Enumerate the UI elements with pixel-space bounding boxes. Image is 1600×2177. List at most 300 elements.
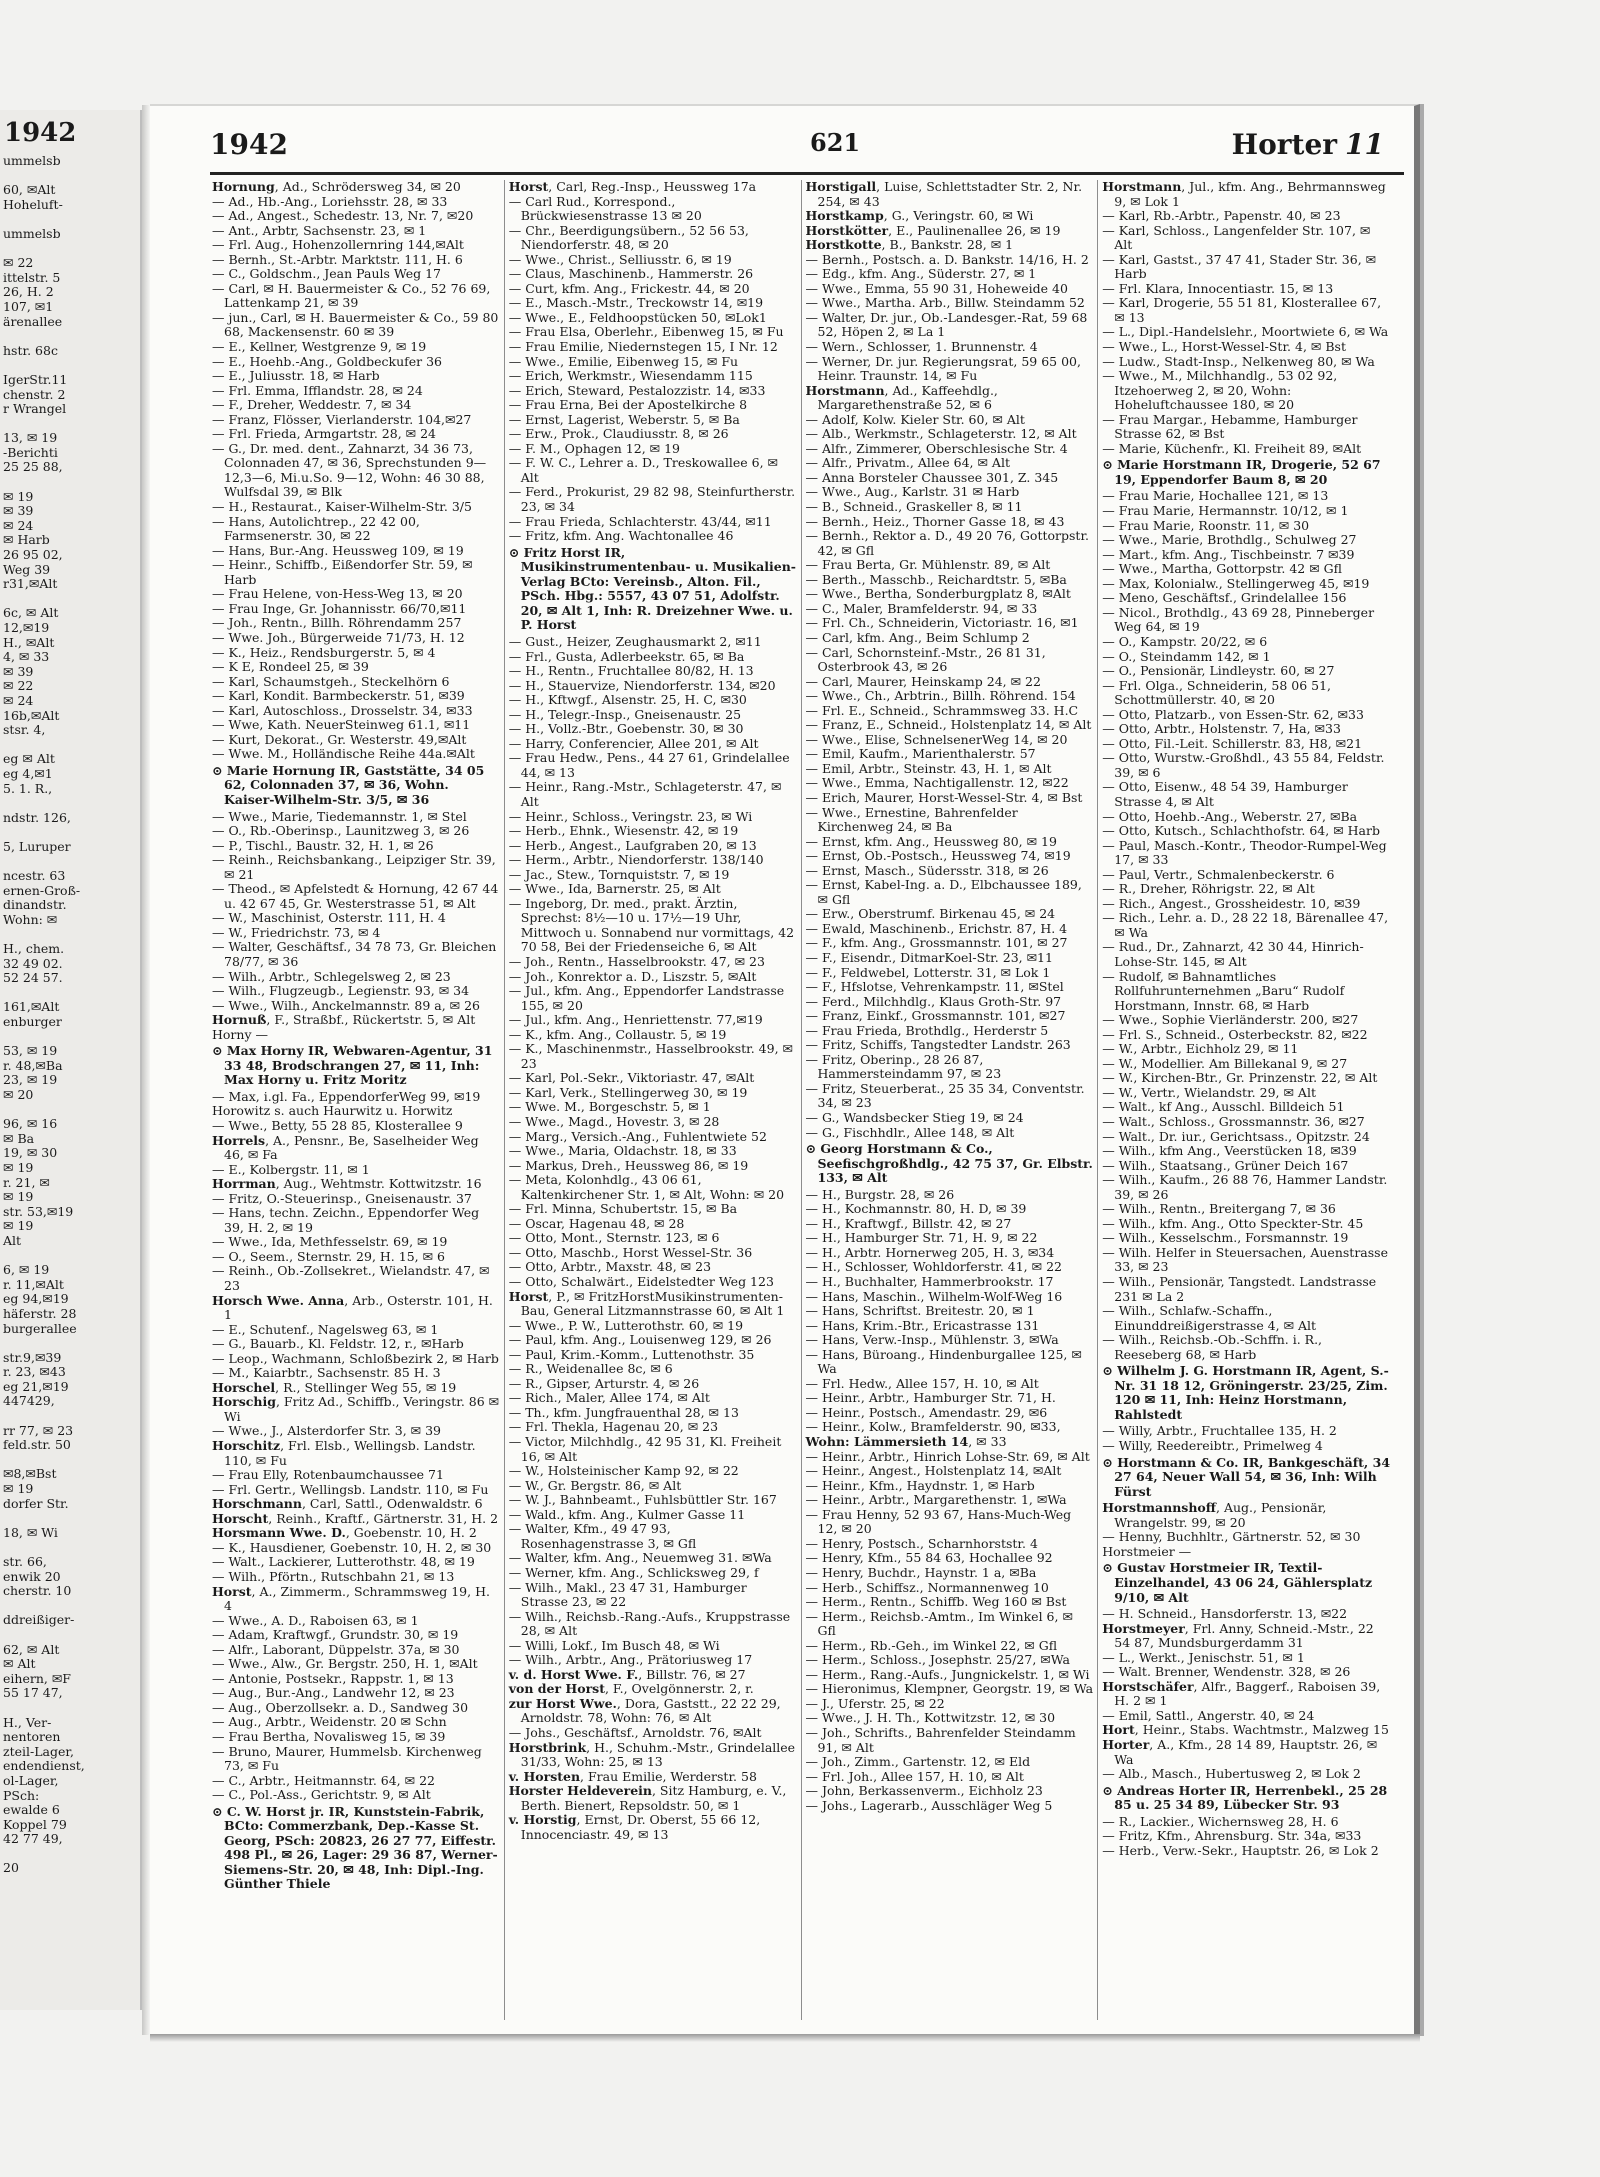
directory-entry: Wohn: Lämmersieth 14, ✉ 33	[805, 1434, 1007, 1450]
directory-entry: — P., Tischl., Baustr. 32, H. 1, ✉ 26	[212, 837, 434, 853]
previous-page-line: ernen-Groß-	[3, 882, 81, 898]
directory-entry: — Johs., Lagerarb., Ausschläger Weg 5	[805, 1797, 1053, 1813]
directory-entry: Hort, Heinr., Stabs. Wachtmstr., Malzweg 15	[1102, 1722, 1389, 1738]
directory-entry: Horschig, Fritz Ad., Schiffb., Veringstr. 86 ✉ Wi	[212, 1394, 500, 1424]
directory-entry: — Karl, Autoschloss., Drosselstr. 34, ✉33	[212, 702, 473, 718]
directory-entry: — Willy, Arbtr., Fruchtallee 135, H. 2	[1102, 1423, 1337, 1439]
directory-entry: Horstigall, Luise, Schlettstadter Str. 2, Nr. 254, ✉ 43	[805, 180, 1083, 209]
directory-entry: Horstmeyer, Frl. Anny, Schneid.-Mstr., 22 54 87, Mundsburgerdamm 31	[1102, 1620, 1374, 1651]
directory-entry: — Frl. Aug., Hohenzollernring 144,✉Alt	[212, 237, 464, 253]
directory-entry: — Walt., Lackierer, Lutterothstr. 48, ✉ 19	[212, 1554, 475, 1570]
directory-entry: — H., Kochmannstr. 80, H. D, ✉ 39	[805, 1201, 1027, 1217]
directory-page	[150, 104, 1420, 2036]
directory-entry: — K., kfm. Ang., Collaustr. 5, ✉ 19	[508, 1026, 727, 1042]
previous-page-line: 53, ✉ 19	[3, 1043, 58, 1059]
directory-entry: — Herb., Angest., Laufgraben 20, ✉ 13	[508, 837, 757, 853]
directory-entry: — Rich., Angest., Grossheidestr. 10, ✉39	[1102, 895, 1361, 911]
page-header	[210, 128, 1394, 168]
previous-page-line: ✉ 24	[3, 517, 34, 533]
directory-entry: — Wwe., Christ., Selliusstr. 6, ✉ 19	[508, 251, 732, 267]
directory-entry: — Hans, Maschin., Wilhelm-Wolf-Weg 16	[805, 1288, 1063, 1304]
directory-entry: — Frl. Gertr., Wellingsb. Landstr. 110, ✉ Fu	[212, 1481, 489, 1497]
directory-entry: — Aug., Bur.-Ang., Landwehr 12, ✉ 23	[212, 1685, 455, 1701]
directory-entry: — Wwe., Aug., Karlstr. 31 ✉ Harb	[805, 484, 1020, 500]
directory-entry: — Karl, Rb.-Arbtr., Papenstr. 40, ✉ 23	[1102, 208, 1341, 224]
directory-entry: — W., Kirchen-Btr., Gr. Prinzenstr. 22, ✉ Alt	[1102, 1070, 1378, 1086]
directory-entry: — Rudolf, ✉ Bahnamtliches Rollfuhrunternehmen „Baru“ Rudolf Horstmann, Innstr. 68, ✉ Harb	[1102, 968, 1345, 1013]
previous-page-line: 42 77 49,	[3, 1831, 63, 1847]
directory-entry: Horstmannshoff, Aug., Pensionär, Wrangelstr. 99, ✉ 20	[1102, 1500, 1327, 1530]
directory-entry: — Paul, Masch.-Kontr., Theodor-Rumpel-Weg 17, ✉ 33	[1102, 837, 1387, 868]
directory-entry: — Karl, Drogerie, 55 51 81, Klosterallee 67, ✉ 13	[1102, 295, 1382, 325]
previous-page-line: str. 53,✉19	[3, 1203, 74, 1219]
running-head-word: Horter	[1231, 128, 1338, 161]
directory-entry: — Walt., kf Ang., Ausschl. Billdeich 51	[1102, 1099, 1345, 1115]
directory-entry: — W., Gr. Bergstr. 86, ✉ Alt	[508, 1477, 682, 1493]
directory-entry: — W., Friedrichstr. 73, ✉ 4	[212, 924, 381, 940]
directory-entry: — Frau Erna, Bei der Apostelkirche 8	[508, 397, 748, 413]
directory-entry: — Nicol., Brothdlg., 43 69 28, Pinneberger Weg 64, ✉ 19	[1102, 604, 1375, 635]
directory-entry: — Heinr., Angest., Holstenplatz 14, ✉Alt	[805, 1463, 1062, 1479]
directory-entry: — Wilh., Reichsb.-Rang.-Aufs., Kruppstrasse 28, ✉ Alt	[508, 1608, 791, 1639]
directory-entry: — Heinr., Kolw., Bramfelderstr. 90, ✉33,	[805, 1419, 1061, 1435]
column-3	[802, 180, 1099, 2020]
previous-page-line: ncestr. 63	[3, 868, 66, 884]
directory-entry: — Frau Bertha, Novalisweg 15, ✉ 39	[212, 1728, 446, 1744]
directory-entry: — Willy, Reedereibtr., Primelweg 4	[1102, 1438, 1323, 1454]
directory-entry: — Walter, kfm. Ang., Neuemweg 31. ✉Wa	[508, 1550, 772, 1566]
directory-entry: — Frau Henny, 52 93 67, Hans-Much-Weg 12, ✉ 20	[805, 1506, 1072, 1537]
previous-page-line: ✉ 19	[3, 1218, 34, 1234]
previous-page-line: H., chem.	[3, 941, 65, 957]
previous-page-line: eg 4,✉1	[3, 765, 53, 781]
directory-entry: — Wwe, Kath. NeuerSteinweg 61.1, ✉11	[212, 717, 471, 733]
directory-entry: — W., Arbtr., Eichholz 29, ✉ 11	[1102, 1041, 1299, 1057]
directory-entry: — H., Stauervize, Niendorferstr. 134, ✉20	[508, 677, 776, 693]
previous-page-line	[0, 1599, 140, 1614]
directory-entry: — Joh., Schrifts., Bahrenfelder Steindamm 91, ✉ Alt	[805, 1724, 1076, 1755]
directory-entry: Horstbrink, H., Schuhm.-Mstr., Grindelallee 31/33, Wohn: 25, ✉ 13	[508, 1739, 796, 1770]
directory-entry: Horstkamp, G., Veringstr. 60, ✉ Wi	[805, 208, 1034, 224]
directory-entry: — Wwe., E., Feldhoopstücken 50, ✉Lok1	[508, 309, 767, 325]
previous-page-line: ✉8,✉Bst	[3, 1466, 57, 1482]
directory-entry: Horny —	[212, 1026, 268, 1042]
directory-entry: — H., Schlosser, Wohldorferstr. 41, ✉ 22	[805, 1259, 1062, 1275]
directory-entry: — E., Schutenf., Nagelsweg 63, ✉ 1	[212, 1321, 439, 1337]
directory-entry: Horst, P., ✉ FritzHorstMusikinstrumenten-Bau, General Litzmannstrasse 60, ✉ Alt 1	[508, 1288, 785, 1319]
directory-entry: Horscht, Reinh., Kraftf., Gärtnerstr. 31, H. 2	[212, 1510, 499, 1526]
directory-entry: — Wwe., Ernestine, Bahrenfelder Kirchenweg 24, ✉ Ba	[805, 804, 1018, 835]
directory-entry: — Karl, Pol.-Sekr., Viktoriastr. 47, ✉Alt	[508, 1070, 755, 1086]
previous-page-line: 62, ✉ Alt	[3, 1641, 60, 1657]
directory-entry: — Chr., Beerdigungsübern., 52 56 53, Niendorferstr. 48, ✉ 20	[508, 222, 749, 253]
directory-entry: — Wilh., Pensionär, Tangstedt. Landstrasse 231 ✉ La 2	[1102, 1274, 1377, 1304]
directory-entry: — Otto, Hoehb.-Ang., Weberstr. 27, ✉Ba	[1102, 808, 1358, 824]
directory-entry: — Fritz, Steuerberat., 25 35 34, Conventstr. 34, ✉ 23	[805, 1080, 1085, 1111]
directory-entry: Horstschäfer, Alfr., Baggerf., Raboisen 39, H. 2 ✉ 1	[1102, 1678, 1381, 1709]
previous-page-line: 161,✉Alt	[3, 999, 60, 1015]
directory-entry: — Ingeborg, Dr. med., prakt. Ärztin, Sprechst: 8½—10 u. 17½—19 Uhr, Mittwoch u. Sonnabend nur vormittags, 42 70 58, Bei der Friedenseiche 6, ✉ Alt	[508, 895, 795, 955]
directory-entry: — Jul., kfm. Ang., Henriettenstr. 77,✉19	[508, 1012, 763, 1028]
directory-entry: — Wilh., Schlafw.-Schaffn., Einunddreißigerstrasse 4, ✉ Alt	[1102, 1303, 1317, 1333]
directory-entry: — G., Dr. med. dent., Zahnarzt, 34 36 73, Colonnaden 47, ✉ 36, Sprechstunden 9—12,3—6, Mi.u.So. 9—12, Wohn: 46 30 88, Wulfsdal 39, ✉ Blk	[212, 440, 487, 500]
directory-entry: — Karl, Kondit. Barmbeckerstr. 51, ✉39	[212, 688, 465, 704]
directory-entry: — Frl. Thekla, Hagenau 20, ✉ 23	[508, 1419, 719, 1435]
running-head-number: 11	[1345, 128, 1384, 161]
previous-page-line: 25 25 88,	[3, 459, 63, 475]
previous-page-line: 6, ✉ 19	[3, 1262, 50, 1278]
directory-entry: Horowitz s. auch Haurwitz u. Horwitz	[212, 1103, 453, 1119]
previous-page-line: 13, ✉ 19	[3, 430, 58, 446]
directory-entry: — Carl Rud., Korrespond., Brückwiesenstrasse 13 ✉ 20	[508, 193, 702, 224]
directory-entry: — R., Lackier., Wichernsweg 28, H. 6	[1102, 1813, 1339, 1829]
directory-entry: — C., Goldschm., Jean Pauls Weg 17	[212, 266, 441, 282]
directory-entry: — Bernh., Heiz., Thorner Gasse 18, ✉ 43	[805, 513, 1065, 529]
directory-entry: — Heinr., Kfm., Haydnstr. 1, ✉ Harb	[805, 1477, 1035, 1493]
directory-entry: — Markus, Dreh., Heussweg 86, ✉ 19	[508, 1157, 749, 1173]
directory-entry: Horsmann Wwe. D., Goebenstr. 10, H. 2	[212, 1525, 477, 1541]
directory-entry: — Wwe., Maria, Oldachstr. 18, ✉ 33	[508, 1143, 737, 1159]
directory-entry: — Frl. Hedw., Allee 157, H. 10, ✉ Alt	[805, 1375, 1039, 1391]
directory-entry: — Ludw., Stadt-Insp., Nelkenweg 80, ✉ Wa	[1102, 353, 1375, 369]
previous-page-line: r. 23, ✉43	[3, 1364, 66, 1380]
directory-entry: — Wwe. M., Holländische Reihe 44a.✉Alt	[212, 746, 475, 762]
directory-entry: — Wwe., Martha. Arb., Billw. Steindamm 52	[805, 295, 1085, 311]
running-head	[1232, 128, 1384, 161]
directory-entry: — Hans, Verw.-Insp., Mühlenstr. 3, ✉Wa	[805, 1332, 1059, 1348]
directory-entry: — Ernst, Lagerist, Weberstr. 5, ✉ Ba	[508, 411, 740, 427]
directory-entry: — Ad., Hb.-Ang., Loriehsstr. 28, ✉ 33	[212, 193, 448, 209]
directory-entry: — Wwe., Sophie Vierländerstr. 200, ✉27	[1102, 1012, 1359, 1028]
directory-entry: Horstmann, Ad., Kaffeehdlg., Margarethenstraße 52, ✉ 6	[805, 382, 998, 413]
directory-entry: — Ernst, Kabel-Ing. a. D., Elbchaussee 189, ✉ Gfl	[805, 877, 1082, 907]
directory-entry: — Wilh., Kesselschm., Forsmannstr. 19	[1102, 1230, 1349, 1246]
directory-entry: — Wilh., Pförtn., Rutschbahn 21, ✉ 13	[212, 1568, 455, 1584]
directory-entry: — Leop., Wachmann, Schloßbezirk 2, ✉ Harb	[212, 1350, 499, 1366]
previous-page-line: eg ✉ Alt	[3, 751, 55, 767]
directory-entry: zur Horst Wwe., Dora, Gaststt., 22 22 29, Arnoldstr. 78, Wohn: 76, ✉ Alt	[508, 1695, 781, 1726]
directory-entry: — Fritz, Oberinp., 28 26 87, Hammersteindamm 97, ✉ 23	[805, 1051, 1002, 1082]
previous-page-line: burgerallee	[3, 1320, 77, 1336]
directory-entry: — Frl. Minna, Schubertstr. 15, ✉ Ba	[508, 1201, 738, 1217]
directory-entry: — Otto, Fil.-Leit. Schillerstr. 83, H8, ✉21	[1102, 735, 1363, 751]
previous-page-line: 26, H. 2	[3, 284, 54, 300]
directory-entry: — Erw., Oberstrumf. Birkenau 45, ✉ 24	[805, 906, 1056, 922]
directory-entry: — Frau Elly, Rotenbaumchaussee 71	[212, 1467, 444, 1483]
previous-page-line: 20	[3, 1860, 19, 1876]
directory-entry: — Wald., kfm. Ang., Kulmer Gasse 11	[508, 1506, 746, 1522]
directory-entry: — Aug., Oberzollsekr. a. D., Sandweg 30	[212, 1699, 469, 1715]
directory-entry: Horster Heldeverein, Sitz Hamburg, e. V., Berth. Bienert, Repsoldstr. 50, ✉ 1	[508, 1783, 787, 1813]
directory-entry: — Jul., kfm. Ang., Eppendorfer Landstrasse 155, ✉ 20	[508, 983, 785, 1013]
directory-entry: — Hans, Bur.-Ang. Heussweg 109, ✉ 19	[212, 542, 464, 558]
directory-entry: — K., Heiz., Rendsburgerstr. 5, ✉ 4	[212, 644, 436, 660]
directory-entry: — Walter, Kfm., 49 47 93, Rosenhagenstrasse 3, ✉ Gfl	[508, 1521, 697, 1551]
directory-entry: Hornung, Ad., Schrödersweg 34, ✉ 20	[212, 180, 461, 194]
previous-page-line: enwik 20	[3, 1568, 61, 1584]
directory-entry: — Gust., Heizer, Zeughausmarkt 2, ✉11	[508, 633, 762, 649]
directory-entry: ⊙ Marie Horstmann IR, Drogerie, 52 67 19, Eppendorfer Baum 8, ✉ 20	[1102, 457, 1381, 487]
previous-page-line: ✉ 19	[3, 1159, 34, 1175]
directory-entry: — Herm., Rentn., Schiffb. Weg 160 ✉ Bst	[805, 1594, 1067, 1610]
directory-entry: — C., Maler, Bramfelderstr. 94, ✉ 33	[805, 600, 1038, 616]
previous-page-line: enburger	[3, 1014, 62, 1030]
previous-page-line: 19, ✉ 30	[3, 1145, 58, 1161]
previous-page-line: r31,✉Alt	[3, 576, 58, 592]
previous-page-line: ✉ Alt	[3, 1656, 36, 1672]
previous-page-line: ✉ 19	[3, 1481, 34, 1497]
header-rule	[210, 172, 1404, 175]
directory-entry: — Herm., Schloss., Josephstr. 25/27, ✉Wa	[805, 1652, 1070, 1668]
directory-entry: — Heinr., Schloss., Veringstr. 23, ✉ Wi	[508, 808, 753, 824]
directory-entry: — jun., Carl, ✉ H. Bauermeister & Co., 59 80 68, Mackensenstr. 60 ✉ 39	[212, 309, 499, 340]
previous-page-line: ittelstr. 5	[3, 269, 61, 285]
directory-entry: — Wilh., kfm Ang., Veerstücken 18, ✉39	[1102, 1143, 1357, 1159]
directory-entry: — Otto, Eisenw., 48 54 39, Hamburger Strasse 4, ✉ Alt	[1102, 779, 1348, 809]
directory-entry: — Wilh., kfm. Ang., Otto Speckter-Str. 45	[1102, 1215, 1364, 1231]
directory-entry: — F., Dreher, Weddestr. 7, ✉ 34	[212, 397, 412, 413]
directory-entry: — Wwe., Magd., Hovestr. 3, ✉ 28	[508, 1114, 720, 1129]
previous-page-line: IgerStr.11	[3, 371, 68, 387]
directory-entry: — Antonie, Postsekr., Rappstr. 1, ✉ 13	[212, 1670, 454, 1686]
directory-entry: — O., Seem., Sternstr. 29, H. 15, ✉ 6	[212, 1248, 445, 1264]
directory-entry: — Henry, Kfm., 55 84 63, Hochallee 92	[805, 1550, 1053, 1566]
directory-entry: — Emil, Kaufm., Marienthalerstr. 57	[805, 746, 1036, 762]
previous-page-line	[0, 1540, 140, 1555]
previous-page-line: eg 21,✉19	[3, 1378, 69, 1394]
previous-page-line	[0, 927, 140, 942]
directory-entry: — Rich., Lehr. a. D., 28 22 18, Bärenallee 47, ✉ Wa	[1102, 910, 1389, 940]
directory-entry: — Wwe., Elise, SchnelsenerWeg 14, ✉ 20	[805, 731, 1068, 747]
directory-entry: — C., Pol.-Ass., Gerichtstr. 9, ✉ Alt	[212, 1787, 431, 1803]
directory-entry: — Wwe. M., Borgeschstr. 5, ✉ 1	[508, 1099, 711, 1115]
directory-entry: ⊙ Wilhelm J. G. Horstmann IR, Agent, S.-Nr. 31 18 12, Gröningerstr. 23/25, Zim. 120 ✉ 11, Inh: Heinz Horstmann, Rahlstedt	[1102, 1363, 1389, 1422]
directory-entry: — Frau Frieda, Brothdlg., Herderstr 5	[805, 1022, 1049, 1038]
previous-page-line: H., ✉Alt	[3, 634, 55, 650]
directory-entry: — Wwe., J. H. Th., Kottwitzstr. 12, ✉ 30	[805, 1710, 1056, 1726]
directory-entry: — Ernst, Ob.-Postsch., Heussweg 74, ✉19	[805, 848, 1071, 864]
directory-entry: ⊙ Horstmann & Co. IR, Bankgeschäft, 34 27 64, Neuer Wall 54, ✉ 36, Inh: Wilh Fürst	[1102, 1454, 1391, 1499]
previous-page-line: 16b,✉Alt	[3, 707, 60, 723]
directory-entry: v. Horstig, Ernst, Dr. Oberst, 55 66 12, Innocenciastr. 49, ✉ 13	[508, 1812, 761, 1842]
directory-entry: — Anna Borsteler Chaussee 301, Z. 345	[805, 469, 1059, 485]
directory-entry: — Adam, Kraftwgf., Grundstr. 30, ✉ 19	[212, 1627, 459, 1643]
directory-entry: Horter, A., Kfm., 28 14 89, Hauptstr. 26, ✉ Wa	[1102, 1736, 1378, 1767]
directory-entry: Horrman, Aug., Wehtmstr. Kottwitzstr. 16	[212, 1176, 482, 1192]
directory-entry: — Herm., Rb.-Geh., im Winkel 22, ✉ Gfl	[805, 1637, 1058, 1653]
directory-entry: — Alfr., Privatm., Allee 64, ✉ Alt	[805, 455, 1010, 471]
directory-entry: — Frl. Olga., Schneiderin, 58 06 51, Schottmüllerstr. 40, ✉ 20	[1102, 677, 1332, 708]
directory-entry: — O., Pensionär, Lindleystr. 60, ✉ 27	[1102, 663, 1335, 679]
previous-page-line: 12,✉19	[3, 620, 50, 635]
directory-entry: ⊙ Fritz Horst IR, Musikinstrumentenbau- u. Musikalien-Verlag BCto: Vereinsb., Alton. Fil., PSch. Hbg.: 5557, 43 07 51, Adolfstr. 20, ✉ Alt 1, Inh: R. Dreizehner Wwe. u. P. Horst	[508, 544, 796, 633]
previous-page-line: zteil-Lager,	[3, 1743, 74, 1759]
directory-entry: — E., Hoehb.-Ang., Goldbeckufer 36	[212, 353, 443, 369]
previous-page-line	[0, 592, 140, 607]
directory-entry: — Carl, kfm. Ang., Beim Schlump 2	[805, 629, 1030, 645]
page-number: 621	[810, 128, 861, 157]
previous-page-line	[0, 825, 140, 840]
previous-page-line: r. 11,✉Alt	[3, 1276, 64, 1292]
directory-entry: — W., Modellier. Am Billekanal 9, ✉ 27	[1102, 1055, 1348, 1071]
directory-entry: — Th., kfm. Jungfrauenthal 28, ✉ 13	[508, 1404, 739, 1420]
directory-entry: — H., Buchhalter, Hammerbrookstr. 17	[805, 1274, 1054, 1290]
directory-entry: — F., Feldwebel, Lotterstr. 31, ✉ Lok 1	[805, 964, 1051, 980]
directory-entry: — F. W. C., Lehrer a. D., Treskowallee 6, ✉ Alt	[508, 455, 779, 485]
directory-entry: — Heinr., Rang.-Mstr., Schlageterstr. 47, ✉ Alt	[508, 779, 782, 809]
directory-entry: — H., Arbtr. Hornerweg 205, H. 3, ✉34	[805, 1244, 1055, 1260]
directory-entry: — Fritz, kfm. Ang. Wachtonallee 46	[508, 528, 734, 544]
previous-page-line: ol-Lager,	[3, 1772, 59, 1788]
directory-entry: — Joh., Zimm., Gartenstr. 12, ✉ Eld	[805, 1754, 1031, 1770]
directory-entry: — O., Kampstr. 20/22, ✉ 6	[1102, 633, 1268, 649]
directory-entry: — Aug., Arbtr., Weidenstr. 20 ✉ Schn	[212, 1714, 447, 1730]
directory-entry: von der Horst, F., Ovelgönnerstr. 2, r.	[508, 1681, 754, 1697]
directory-entry: — Bernh., Rektor a. D., 49 20 76, Gottorpstr. 42, ✉ Gfl	[805, 528, 1090, 558]
directory-entry: — Theod., ✉ Apfelstedt & Hornung, 42 67 44 u. 42 67 45, Gr. Westerstrasse 51, ✉ Alt	[212, 881, 499, 911]
directory-entry: Horstmeier —	[1102, 1543, 1192, 1559]
directory-entry: — G., Fischhdlr., Allee 148, ✉ Alt	[805, 1124, 1015, 1140]
directory-entry: — Carl, Schornsteinf.-Mstr., 26 81 31, Osterbrook 43, ✉ 26	[805, 644, 1046, 675]
directory-entry: — R., Gipser, Arturstr. 4, ✉ 26	[508, 1375, 700, 1391]
previous-page-line	[0, 1103, 140, 1118]
directory-entry: — Frl. E., Schneid., Schrammsweg 33. H.C	[805, 702, 1079, 718]
directory-entry: — H., Telegr.-Insp., Gneisenaustr. 25	[508, 706, 742, 722]
directory-entry: — Hans, Schriftst. Breitestr. 20, ✉ 1	[805, 1303, 1035, 1319]
directory-entry: — Henry, Postsch., Scharnhorststr. 4	[805, 1535, 1038, 1551]
previous-page-line: 107, ✉1	[3, 298, 54, 314]
directory-entry: — Alfr., Zimmerer, Oberschlesische Str. 4	[805, 440, 1068, 456]
previous-page-line: ✉ 24	[3, 692, 34, 708]
page-shadow	[150, 2034, 1420, 2042]
directory-entry: — Wwe., Bertha, Sonderburgplatz 8, ✉Alt	[805, 586, 1071, 602]
directory-entry: — Herm., Rang.-Aufs., Jungnickelstr. 1, ✉ Wi	[805, 1666, 1090, 1682]
directory-entry: v. Horsten, Frau Emilie, Werderstr. 58	[508, 1768, 757, 1784]
directory-entry: — Frau Margar., Hebamme, Hamburger Strasse 62, ✉ Bst	[1102, 411, 1358, 442]
directory-entry: — Paul, kfm. Ang., Louisenweg 129, ✉ 26	[508, 1332, 772, 1348]
directory-entry: — Franz, E., Schneid., Holstenplatz 14, ✉ Alt	[805, 717, 1092, 733]
directory-entry: — Joh., Rentn., Hasselbrookstr. 47, ✉ 23	[508, 953, 765, 969]
previous-page-line	[0, 1847, 140, 1862]
previous-page-lines	[0, 154, 140, 1876]
directory-entry: ⊙ Andreas Horter IR, Herrenbekl., 25 28 85 u. 25 34 89, Lübecker Str. 93	[1102, 1782, 1388, 1813]
directory-entry: — O., Rb.-Oberinsp., Launitzweg 3, ✉ 26	[212, 823, 470, 839]
previous-page-line	[0, 1030, 140, 1045]
previous-page-line: 96, ✉ 16	[3, 1116, 58, 1132]
directory-entry: — Walt., Schloss., Grossmannstr. 36, ✉27	[1102, 1114, 1365, 1129]
previous-page-line: r. 48,✉Ba	[3, 1057, 63, 1073]
directory-entry: — Ant., Arbtr, Sachsenstr. 23, ✉ 1	[212, 222, 427, 238]
directory-entry: Horstkötter, E., Paulinenallee 26, ✉ 19	[805, 222, 1061, 238]
directory-entry: — G., Wandsbecker Stieg 19, ✉ 24	[805, 1110, 1024, 1125]
directory-entry: — Wilh. Helfer in Steuersachen, Auenstrasse 33, ✉ 23	[1102, 1244, 1388, 1275]
previous-page-line: ✉ Harb	[3, 532, 50, 548]
previous-page-line	[0, 1453, 140, 1468]
directory-entry: — John, Berkassenverm., Eichholz 23	[805, 1783, 1043, 1799]
directory-entry: — Frau Elsa, Oberlehr., Eibenweg 15, ✉ Fu	[508, 324, 784, 340]
previous-page-line	[0, 242, 140, 257]
directory-entry: — E., Kellner, Westgrenze 9, ✉ 19	[212, 339, 427, 355]
previous-page-line: Wohn: ✉	[3, 911, 58, 927]
previous-page-line: 5. 1. R.,	[3, 780, 53, 796]
directory-entry: — Reinh., Reichsbankang., Leipziger Str. 39, ✉ 21	[212, 852, 496, 882]
previous-page-line: endendienst,	[3, 1758, 85, 1774]
previous-page-line	[0, 738, 140, 753]
directory-entry: — Frl. Frieda, Armgartstr. 28, ✉ 24	[212, 426, 437, 442]
directory-entry: — Wwe., Emilie, Eibenweg 15, ✉ Fu	[508, 353, 739, 369]
directory-entry: — Frl. Klara, Innocentiastr. 15, ✉ 13	[1102, 280, 1334, 296]
directory-columns	[208, 180, 1394, 2020]
page-year: 1942	[210, 128, 288, 161]
directory-entry: — Frl. S., Schneid., Osterbeckstr. 82, ✉22	[1102, 1026, 1368, 1042]
directory-entry: — Harry, Conferencier, Allee 201, ✉ Alt	[508, 735, 759, 751]
previous-page-line: ummelsb	[3, 225, 61, 241]
previous-page-line: 52 24 57.	[3, 970, 63, 986]
directory-entry: — Wwe., A. D., Raboisen 63, ✉ 1	[212, 1612, 419, 1628]
directory-entry: — Wern., Schlosser, 1. Brunnenstr. 4	[805, 339, 1038, 355]
previous-page-line: Weg 39	[3, 561, 51, 577]
directory-entry: — Werner, Dr. jur. Regierungsrat, 59 65 00, Heinr. Traunstr. 14, ✉ Fu	[805, 353, 1081, 384]
directory-entry: — Emil, Sattl., Angerstr. 40, ✉ 24	[1102, 1707, 1315, 1723]
previous-page-line	[0, 212, 140, 227]
directory-entry: — Rud., Dr., Zahnarzt, 42 30 44, Hinrich-Lohse-Str. 145, ✉ Alt	[1102, 939, 1364, 969]
directory-entry: — B., Schneid., Graskeller 8, ✉ 11	[805, 499, 1023, 515]
directory-entry: — F., Hfslotse, Vehrenkampstr. 11, ✉Stel	[805, 979, 1064, 995]
previous-page-line	[0, 417, 140, 432]
previous-page-line: 23, ✉ 19	[3, 1072, 58, 1088]
previous-page-line	[0, 358, 140, 373]
directory-entry: — J., Uferstr. 25, ✉ 22	[805, 1695, 945, 1711]
directory-entry: — Ferd., Prokurist, 29 82 98, Steinfurtherstr. 23, ✉ 34	[508, 484, 796, 515]
directory-entry: — Herb., Verw.-Sekr., Hauptstr. 26, ✉ Lok 2	[1102, 1842, 1379, 1858]
previous-page-line: str. 66,	[3, 1554, 47, 1569]
directory-entry: — Victor, Milchhdlg., 42 95 31, Kl. Freiheit 16, ✉ Alt	[508, 1434, 782, 1464]
directory-entry: — H., Vollz.-Btr., Goebenstr. 30, ✉ 30	[508, 721, 744, 737]
previous-page-line	[0, 475, 140, 490]
previous-page-line: 55 17 47,	[3, 1685, 63, 1701]
previous-page-line: 5, Luruper	[3, 838, 71, 854]
directory-entry: — Franz, Flösser, Vierlanderstr. 104,✉27	[212, 411, 472, 427]
previous-page-line: r. 21, ✉	[3, 1174, 50, 1190]
previous-page-edge	[0, 110, 142, 2010]
directory-entry: — Herm., Reichsb.-Amtm., Im Winkel 6, ✉ Gfl	[805, 1608, 1073, 1639]
directory-entry: — Rich., Maler, Allee 174, ✉ Alt	[508, 1390, 710, 1406]
directory-entry: ⊙ Gustav Horstmeier IR, Textil-Einzelhandel, 43 06 24, Gählersplatz 9/10, ✉ Alt	[1102, 1560, 1373, 1605]
previous-page-line: dorfer Str.	[3, 1495, 69, 1511]
directory-entry: — E., Masch.-Mstr., Treckowstr 14, ✉19	[508, 295, 764, 311]
directory-entry: — Henny, Buchhltr., Gärtnerstr. 52, ✉ 30	[1102, 1529, 1361, 1545]
directory-entry: — W., Vertr., Wielandstr. 29, ✉ Alt	[1102, 1084, 1316, 1100]
previous-page-line: ✉ 39	[3, 663, 34, 679]
directory-entry: — Wwe., Marie, Tiedemannstr. 1, ✉ Stel	[212, 808, 467, 824]
directory-entry: — H. Schneid., Hansdorferstr. 13, ✉22	[1102, 1606, 1348, 1622]
directory-entry: — H., Kftwgf., Alsenstr. 25, H. C, ✉30	[508, 692, 747, 708]
directory-entry: — Alb., Masch., Hubertusweg 2, ✉ Lok 2	[1102, 1766, 1361, 1782]
directory-entry: — Wilh., Makl., 23 47 31, Hamburger Strasse 23, ✉ 22	[508, 1579, 747, 1610]
previous-page-line	[0, 986, 140, 1001]
directory-entry: — Carl, ✉ H. Bauermeister & Co., 52 76 69, Lattenkamp 21, ✉ 39	[212, 280, 491, 311]
directory-entry: ⊙ Marie Hornung IR, Gaststätte, 34 05 62, Colonnaden 37, ✉ 36, Wohn. Kaiser-Wilhelm-Str. 3/5, ✉ 36	[212, 762, 485, 807]
directory-entry: — Erich, Steward, Pestalozzistr. 14, ✉33	[508, 382, 766, 398]
directory-entry: Horschitz, Frl. Elsb., Wellingsb. Landstr. 110, ✉ Fu	[212, 1438, 476, 1468]
directory-entry: — M., Kaiarbtr., Sachsenstr. 85 H. 3	[212, 1365, 441, 1381]
directory-entry: — K., Hausdiener, Goebenstr. 10, H. 2, ✉ 30	[212, 1539, 492, 1555]
directory-entry: — Wilh., Staatsang., Grüner Deich 167	[1102, 1157, 1349, 1173]
directory-entry: — Paul, Krim.-Komm., Luttenothstr. 35	[508, 1346, 755, 1362]
directory-entry: — Otto, Arbtr., Holstenstr. 7, Ha, ✉33	[1102, 721, 1341, 737]
previous-page-line: rr 77, ✉ 23	[3, 1422, 74, 1438]
previous-page-line: 26 95 02,	[3, 547, 63, 563]
